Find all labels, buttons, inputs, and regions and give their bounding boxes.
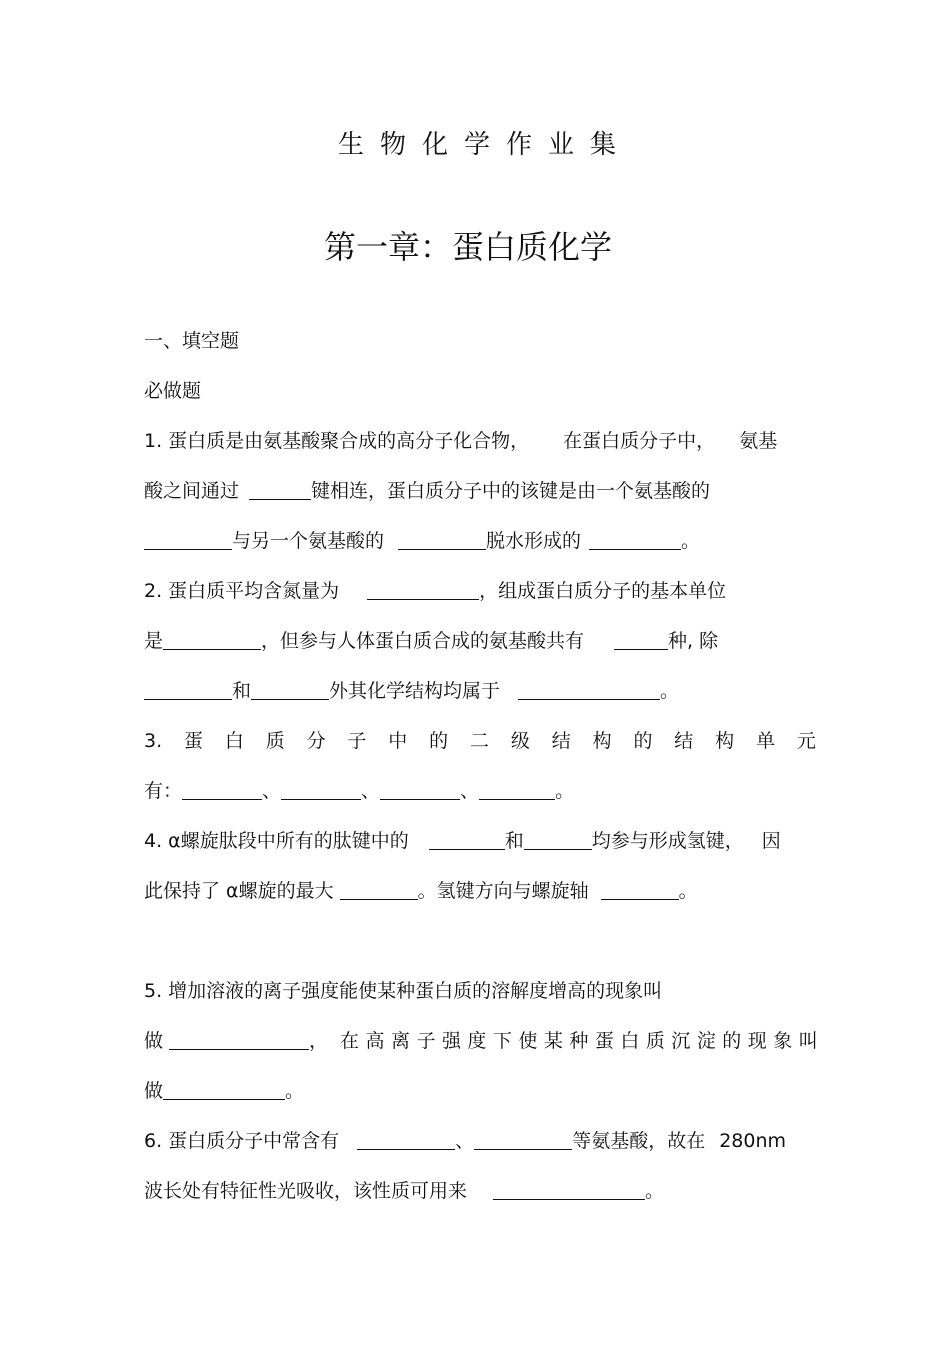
answer-blank[interactable]	[357, 1129, 455, 1150]
answer-blank[interactable]	[182, 779, 262, 800]
answer-blank[interactable]	[340, 879, 418, 900]
question-5-line-2-spread: 在 高 离 子 强 度 下 使 某 种 蛋 白 质 沉 淀 的 现 象 叫	[340, 1030, 818, 1052]
question-6-line-2: 波长处有特征性光吸收，该性质可用来 。	[144, 1180, 665, 1202]
answer-blank[interactable]	[493, 1179, 645, 1200]
chapter-title: 第一章：蛋白质化学	[324, 228, 613, 266]
answer-blank[interactable]	[474, 1129, 572, 1150]
question-4-line-2: 此保持了 α螺旋的最大 。氢键方向与螺旋轴 。	[144, 880, 698, 902]
question-3-line-2: 有： 、 、 、 。	[144, 780, 575, 802]
question-5-line-2: 做 ，	[144, 1030, 329, 1052]
question-5-line-3: 做 。	[144, 1080, 305, 1102]
question-4-line-1: 4. α螺旋肽段中所有的肽键中的 和 均参与形成氢键， 因	[144, 830, 781, 852]
answer-blank[interactable]	[589, 529, 681, 550]
question-1-line-3: 与另一个氨基酸的 脱水形成的 。	[144, 528, 700, 554]
answer-blank[interactable]	[281, 779, 361, 800]
section-heading: 一、填空题	[144, 330, 240, 352]
question-5-line-1: 5. 增加溶液的离子强度能使某种蛋白质的溶解度增高的现象叫	[144, 980, 663, 1002]
question-6-line-1: 6. 蛋白质分子中常含有 、 等氨基酸，故在 280nm	[144, 1130, 787, 1152]
answer-blank[interactable]	[524, 829, 592, 850]
answer-blank[interactable]	[429, 829, 505, 850]
question-2-line-3: 和 外其化学结构均属于 。	[144, 678, 679, 704]
answer-blank[interactable]	[163, 1079, 285, 1100]
question-1-line-2: 酸之间通过 键相连，蛋白质分子中的该键是由一个氨基酸的	[144, 480, 711, 502]
answer-blank[interactable]	[144, 679, 232, 700]
answer-blank[interactable]	[367, 579, 479, 600]
answer-blank[interactable]	[144, 529, 232, 550]
answer-blank[interactable]	[169, 1029, 309, 1050]
answer-blank[interactable]	[249, 479, 311, 500]
answer-blank[interactable]	[398, 529, 486, 550]
sub-heading: 必做题	[144, 380, 202, 402]
answer-blank[interactable]	[380, 779, 460, 800]
question-3-line-1: 3. 蛋 白 质 分 子 中 的 二 级 结 构 的 结 构 单 元	[144, 730, 816, 752]
answer-blank[interactable]	[518, 679, 660, 700]
question-2-line-1: 2. 蛋白质平均含氮量为 ，组成蛋白质分子的基本单位	[144, 580, 727, 602]
answer-blank[interactable]	[163, 629, 261, 650]
answer-blank[interactable]	[479, 779, 555, 800]
answer-blank[interactable]	[601, 879, 679, 900]
book-title: 生物化学作业集	[338, 130, 633, 160]
question-2-line-2: 是 ，但参与人体蛋白质合成的氨基酸共有 种, 除	[144, 630, 719, 652]
answer-blank[interactable]	[251, 679, 329, 700]
question-1-line-1: 1. 蛋白质是由氨基酸聚合成的高分子化合物， 在蛋白质分子中， 氨基	[144, 430, 778, 452]
answer-blank[interactable]	[614, 629, 668, 650]
